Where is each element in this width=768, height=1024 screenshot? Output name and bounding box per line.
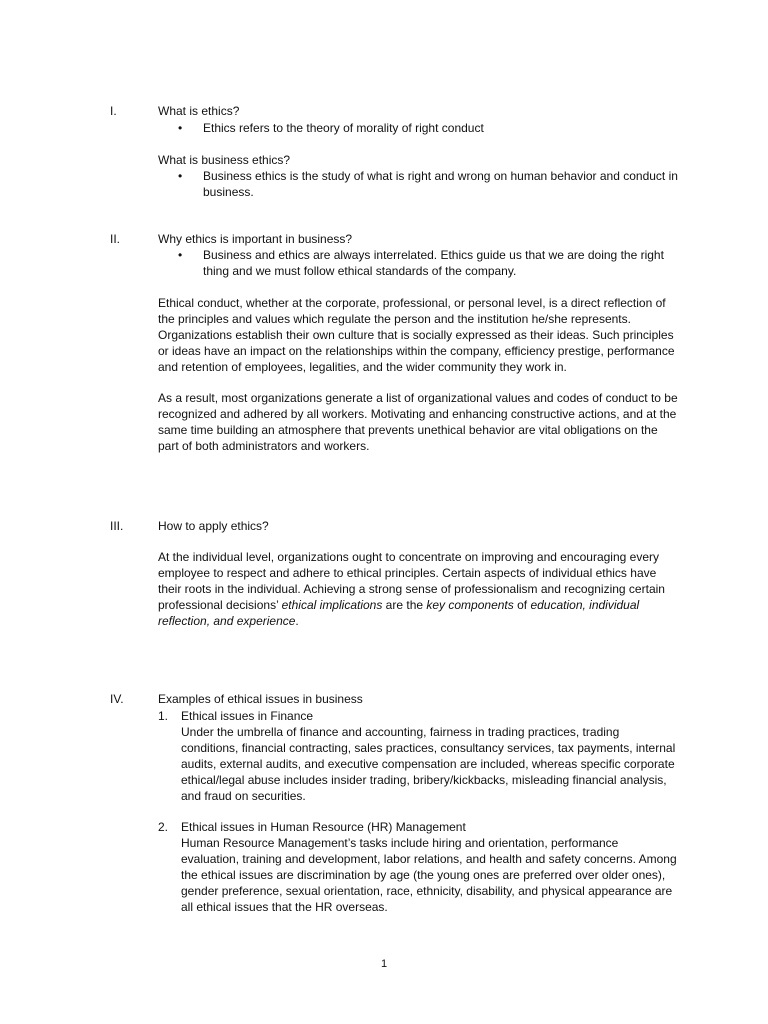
bullet-text: Business ethics is the study of what is right and wrong on human behavior and conduct in business. xyxy=(203,169,678,199)
bullet-icon: • xyxy=(178,169,183,183)
item-title: Ethical issues in Finance xyxy=(181,709,314,723)
section-numeral: III. xyxy=(110,519,124,533)
emphasis-text: education, individual reflection, and experience xyxy=(158,598,640,628)
bullet-icon: • xyxy=(178,121,183,135)
paragraph-text: of xyxy=(513,598,531,612)
emphasis-text: ethical implications xyxy=(281,598,383,612)
page-number: 1 xyxy=(380,958,388,970)
item-title: Ethical issues in Human Resource (HR) Management xyxy=(181,820,466,834)
emphasis-text: key components xyxy=(426,598,514,612)
section-question: What is ethics? xyxy=(158,104,240,118)
section-question: How to apply ethics? xyxy=(158,519,269,533)
section-numeral: IV. xyxy=(110,692,124,706)
section-question: Examples of ethical issues in business xyxy=(158,692,363,706)
numbered-item xyxy=(158,819,678,915)
item-body: Under the umbrella of finance and accounting, fairness in trading practices, trading conditions, financial contracting, sales practices, consultancy services, tax payments, internal audits, external audits, and executive compensation are included, whereas specific corporate ethical/legal abuse includes insider trading, bribery/kickbacks, misleading financial analysis, and fraud on securities. xyxy=(181,725,676,803)
section-question: Why ethics is important in business? xyxy=(158,232,353,246)
bullet-item xyxy=(178,120,678,136)
bullet-text: Ethics refers to the theory of morality of right conduct xyxy=(203,121,484,135)
bullet-text: Business and ethics are always interrelated. Ethics guide us that we are doing the right thing and we must follow ethical standards of the company. xyxy=(203,248,664,278)
item-number: 2. xyxy=(158,820,169,834)
bullet-item xyxy=(178,247,678,279)
item-number: 1. xyxy=(158,709,169,723)
bullet-icon: • xyxy=(178,248,183,262)
bullet-item xyxy=(178,168,678,200)
paragraph-text: . xyxy=(295,614,299,628)
paragraph-text: are the xyxy=(382,598,427,612)
section-numeral: II. xyxy=(110,232,121,246)
body-paragraph: Ethical conduct, whether at the corporate, professional, or personal level, is a direct reflection of the principles and values which regulate the person and the institution he/she represents. Organizations establish their own culture that is socially expressed as their ideas. Such principles or ideas have an impact on the relationships within the company, efficiency prestige, performance and retention of employees, legalities, and the wider community they work in. xyxy=(158,296,675,374)
paragraph-text: At the individual level, organizations ought to concentrate on improving and encouraging every employee to respect and adhere to ethical principles. Certain aspects of individual ethics have their roots in the individual. Achieving a strong sense of professionalism and recognizing certain professional decisions’ xyxy=(158,550,665,612)
section-question: What is business ethics? xyxy=(158,153,291,167)
numbered-item xyxy=(158,708,678,804)
section-numeral: I. xyxy=(110,104,117,118)
body-paragraph: As a result, most organizations generate a list of organizational values and codes of conduct to be recognized and adhered by all workers. Motivating and enhancing constructive actions, and at the same time building an atmosphere that prevents unethical behavior are vital obligations on the part of both administrators and workers. xyxy=(158,391,678,453)
item-body: Human Resource Management’s tasks include hiring and orientation, performance evaluation, training and development, labor relations, and health and safety concerns. Among the ethical issues are discrimination by age (the young ones are preferred over older ones), gender preference, sexual orientation, race, ethnicity, disability, and physical appearance are all ethical issues that the HR overseas. xyxy=(181,836,677,914)
body-paragraph xyxy=(158,549,678,629)
